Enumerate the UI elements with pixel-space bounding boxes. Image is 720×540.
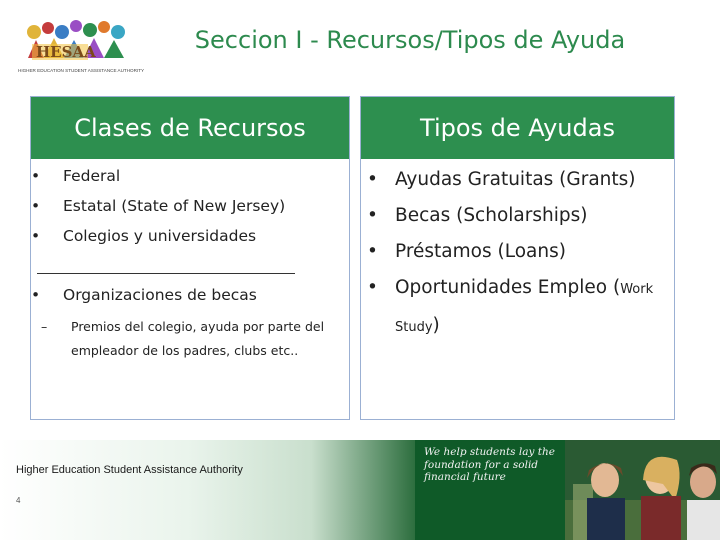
bullet-dot-icon: • — [367, 205, 378, 226]
dash-icon: – — [41, 319, 48, 334]
resources-panel: Clases de Recursos • Federal • Estatal (State of New Jersey) • Colegios y universidades • Organizaciones de becas – Premios del colegio, ayuda por parte del empleador de los padres, clubs etc.. — [30, 96, 350, 420]
bullet-dot-icon: • — [367, 169, 378, 190]
page-number: 4 — [16, 496, 21, 505]
footer-banner — [0, 440, 720, 540]
org-name: Higher Education Student Assistance Authority — [16, 464, 243, 476]
bullet-dot-icon: • — [31, 167, 41, 185]
resources-heading: Clases de Recursos — [31, 97, 349, 159]
aid-types-heading: Tipos de Ayudas — [361, 97, 674, 159]
bullet-dot-icon: • — [31, 286, 41, 304]
logo-caption: HIGHER EDUCATION STUDENT ASSISTANCE AUTHORITY — [18, 68, 145, 73]
logo-text: HESAA — [36, 43, 96, 61]
sub-item: – Premios del colegio, ayuda por parte del empleador de los padres, clubs etc.. — [71, 315, 341, 363]
page-title: Seccion I - Recursos/Tipos de Ayuda — [194, 26, 626, 54]
list-item-continuation: Study) — [395, 315, 440, 336]
hesaa-logo — [14, 14, 164, 76]
bullet-dot-icon: • — [31, 227, 41, 245]
footer-gradient — [0, 440, 415, 540]
bullet-dot-icon: • — [367, 277, 378, 298]
students-photo — [565, 440, 720, 540]
bullet-dot-icon: • — [31, 197, 41, 215]
divider — [37, 273, 295, 274]
aid-types-panel: Tipos de Ayudas • Ayudas Gratuitas (Grants) • Becas (Scholarships) • Préstamos (Loans) • Oportunidades Empleo (Work Study) — [360, 96, 675, 420]
tagline: We help students lay the foundation for a solid financial future — [424, 446, 555, 483]
bullet-dot-icon: • — [367, 241, 378, 262]
